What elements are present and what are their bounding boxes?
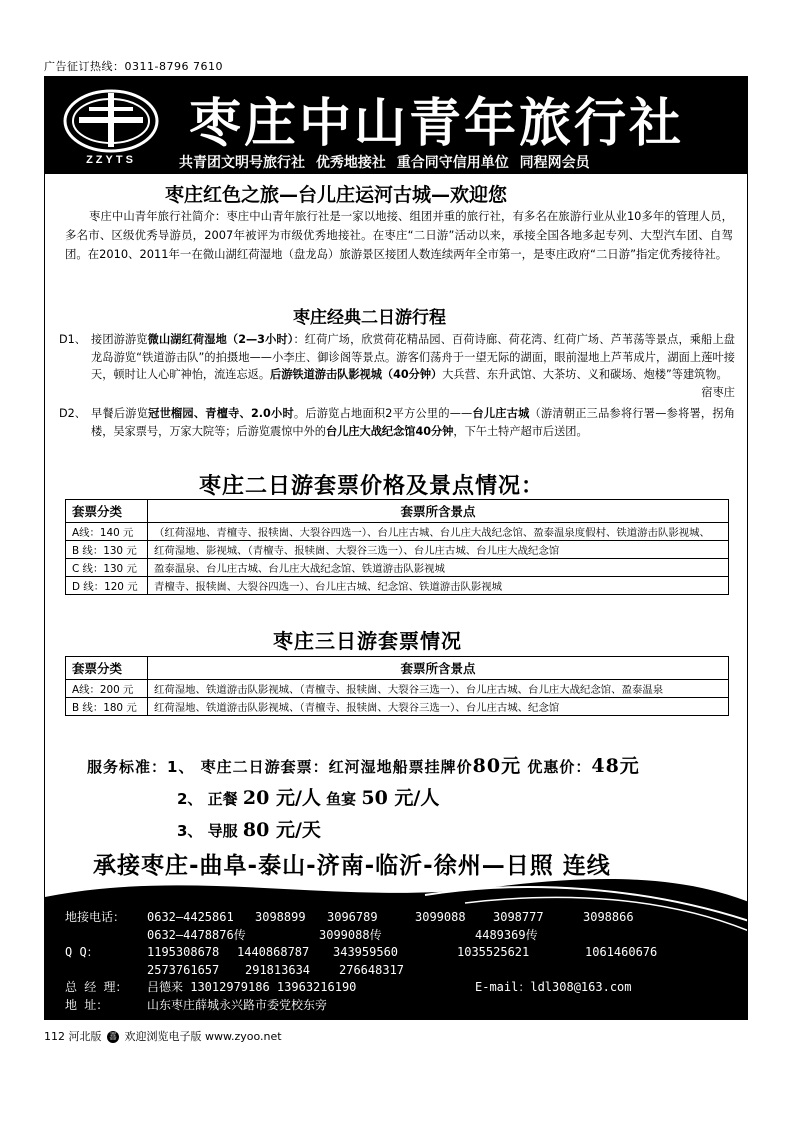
qq-label: Q Q： (65, 945, 99, 960)
email: E-mail：ldl308@163.com (475, 980, 632, 995)
manager-contact: 吕德来 13012979186 13963216190 (147, 980, 357, 995)
qq-number: 276648317 (339, 962, 405, 977)
package-line: C 线：130 元 (66, 559, 148, 577)
day1-stay: 宿枣庄 (701, 385, 735, 399)
main-title: 枣庄红色之旅—台儿庄运河古城—欢迎您 (165, 184, 508, 206)
service-price: 80元 (472, 755, 522, 777)
qq-number: 2573761657 (147, 962, 220, 977)
day2-highlight-3: 台儿庄大战纪念馆40分钟 (325, 424, 454, 438)
day2-text-c: 。后游览占地面积2平方公里的—— (293, 407, 473, 420)
address: 山东枣庄薛城永兴路市委党校东旁 (147, 997, 328, 1012)
service-price: 20 元/人 (242, 787, 321, 809)
table-row (66, 680, 729, 698)
address-label: 地 址： (65, 997, 109, 1012)
day2-text-e: （游清朝正三品参将行署—参将署，拐角楼，吴家票号，万家大院等；后游览震惊中外的 (91, 407, 735, 438)
day2-text-a: 早餐后游览 (91, 407, 149, 420)
ad-hotline: 广告征订热线：0311-8796 7610 (44, 60, 223, 73)
phone-number: 0632—4425861 (147, 910, 234, 924)
service-price: 50 元/人 (361, 787, 440, 809)
day1-highlight: 微山湖红荷湿地（2—3小时） (147, 333, 294, 346)
day2-highlight-2: 台儿庄古城 (472, 407, 530, 420)
three-day-title: 枣庄三日游套票情况 (273, 629, 462, 653)
service-price: 48元 (591, 755, 640, 777)
qq-number: 1195308678 (147, 945, 220, 960)
footer-text: 欢迎浏览电子版 www.zyoo.net (124, 1030, 282, 1043)
day2-highlight: 冠世榴园、青檀寺、2.0小时 (148, 407, 294, 420)
table-header-row (66, 657, 729, 680)
package-spots: 青檀寺、报犊崮、大裂谷四选一）、台儿庄古城、纪念馆、铁道游击队影视城 (148, 577, 729, 595)
qq-number: 343959560 (333, 945, 399, 960)
fax-number: 3099088传 (319, 927, 382, 942)
phone-row-1 (65, 909, 745, 927)
header-banner (45, 77, 748, 174)
two-day-title: 枣庄二日游套票价格及景点情况： (199, 474, 545, 499)
advert-page (44, 76, 748, 1020)
service-standard-2 (177, 783, 439, 810)
page-footer (44, 1028, 282, 1044)
qq-number: 1440868787 (237, 945, 310, 960)
phone-number: 3099088 (415, 910, 466, 924)
service-standard-3 (177, 815, 321, 842)
table-row (66, 523, 729, 541)
table-header: 套票所含景点 (148, 657, 729, 680)
itinerary-title: 枣庄经典二日游行程 (293, 308, 446, 328)
day1-text-c: ：红荷广场，欣赏荷花精品园、百荷诗廊、荷花湾、红荷广场、芦苇荡等景点，乘船上盘龙岛游览“铁道游击队”的拍摄地——小李庄、御诊阁等景点。游客们荡舟于一望无际的湖面，眼前湿地上芦苇成片，湖面上莲叶接天，顿时让人心旷神怡，流连忘返。 (91, 333, 735, 381)
day1-text-a: 接团游游览 (91, 333, 148, 346)
qq-number: 1035525621 (457, 945, 530, 960)
address-row (65, 997, 745, 1015)
package-line: B 线：130 元 (66, 541, 148, 559)
page-number: 112 河北版 (44, 1030, 102, 1043)
phone-number: 3098899 (255, 910, 306, 924)
three-day-table (65, 656, 729, 716)
package-spots: （红荷湿地、青檀寺、报犊崮、大裂谷四选一）、台儿庄古城、台儿庄大战纪念馆、盈泰温泉度假村、铁道游击队影视城、 (148, 523, 729, 541)
agency-name: 枣庄中山青年旅行社 (189, 94, 685, 154)
day2-text-g: ，下午土特产超市后送团。 (453, 424, 588, 438)
day1-label: D1、 (59, 333, 86, 346)
qq-row-1 (65, 944, 745, 962)
service-text: 服务标准：1、 枣庄二日游套票：红河湿地船票挂牌价 (87, 758, 473, 776)
qq-number: 291813634 (245, 962, 311, 977)
qq-number: 1061460676 (585, 945, 658, 960)
package-spots: 红荷湿地、铁道游击队影视城、（青檀寺、报犊崮、大裂谷三选一）、台儿庄古城、台儿庄大战纪念馆、盈泰温泉 (148, 680, 729, 698)
publication-logo-icon: 喜 (109, 1032, 117, 1041)
fax-number: 4489369传 (475, 927, 538, 942)
logo-text: ZZYTS (86, 154, 136, 166)
itinerary-day1 (59, 331, 735, 401)
package-line: B 线：180 元 (66, 698, 148, 716)
table-row (66, 698, 729, 716)
phone-number: 3096789 (327, 910, 378, 924)
package-line: A线：140 元 (66, 523, 148, 541)
package-spots: 盈泰温泉、台儿庄古城、台儿庄大战纪念馆、铁道游击队影视城 (148, 559, 729, 577)
itinerary-day2 (59, 405, 735, 440)
contact-block (65, 909, 745, 1015)
table-header: 套票所含景点 (148, 500, 729, 523)
day2-label: D2、 (59, 407, 86, 420)
service-text: 优惠价： (521, 758, 592, 776)
table-row (66, 577, 729, 595)
table-header-row (66, 500, 729, 523)
package-spots: 红荷湿地、影视城、（青檀寺、报犊崮、大裂谷三选一）、台儿庄古城、台儿庄大战纪念馆 (148, 541, 729, 559)
manager-label: 总 经 理： (65, 980, 128, 995)
day1-highlight-2: 后游铁道游击队影视城（40分钟） (270, 368, 443, 381)
two-day-table (65, 499, 729, 595)
phone-row-2 (65, 927, 745, 945)
table-row (66, 541, 729, 559)
route-banner: 承接枣庄-曲阜-泰山-济南-临沂-徐州—日照 连线 (93, 853, 611, 879)
service-text: 3、 导服 (177, 822, 243, 840)
service-text: 鱼宴 (320, 790, 362, 808)
service-standard-1 (87, 751, 640, 778)
manager-row (65, 979, 745, 997)
table-header: 套票分类 (66, 657, 148, 680)
service-text: 2、 正餐 (177, 790, 243, 808)
phone-label: 地接电话： (65, 910, 126, 924)
table-row (66, 559, 729, 577)
service-price: 80 元/天 (242, 819, 321, 841)
qq-row-2 (65, 962, 745, 980)
agency-honors: 共青团文明号旅行社 优秀地接社 重合同守信用单位 同程网会员 (179, 155, 590, 171)
day1-text-e: 大兵营、东升武馆、大茶坊、义和碳场、炮楼”等建筑物。 (442, 368, 728, 381)
phone-number: 3098777 (493, 910, 544, 924)
package-line: A线：200 元 (66, 680, 148, 698)
table-header: 套票分类 (66, 500, 148, 523)
package-spots: 红荷湿地、铁道游击队影视城、（青檀寺、报犊崮、大裂谷三选一）、台儿庄古城、纪念馆 (148, 698, 729, 716)
phone-number: 3098866 (583, 910, 634, 924)
fax-number: 0632—4478876传 (147, 927, 246, 942)
agency-intro: 枣庄中山青年旅行社简介：枣庄中山青年旅行社是一家以地接、组团并重的旅行社，有多名在旅游行业从业10多年的管理人员，多名市、区级优秀导游员，2007年被评为市级优秀地接社。在枣庄“二日游”活动以来，承接全国各地多起专列、大型汽车团、自驾团。在2010、2011年一在微山湖红荷湿地（盘龙岛）旅游景区接团人数连续两年全市第一，是枣庄政府“二日游”指定优秀接待社。 (65, 209, 733, 261)
agency-logo-icon (59, 87, 163, 167)
package-line: D 线：120 元 (66, 577, 148, 595)
